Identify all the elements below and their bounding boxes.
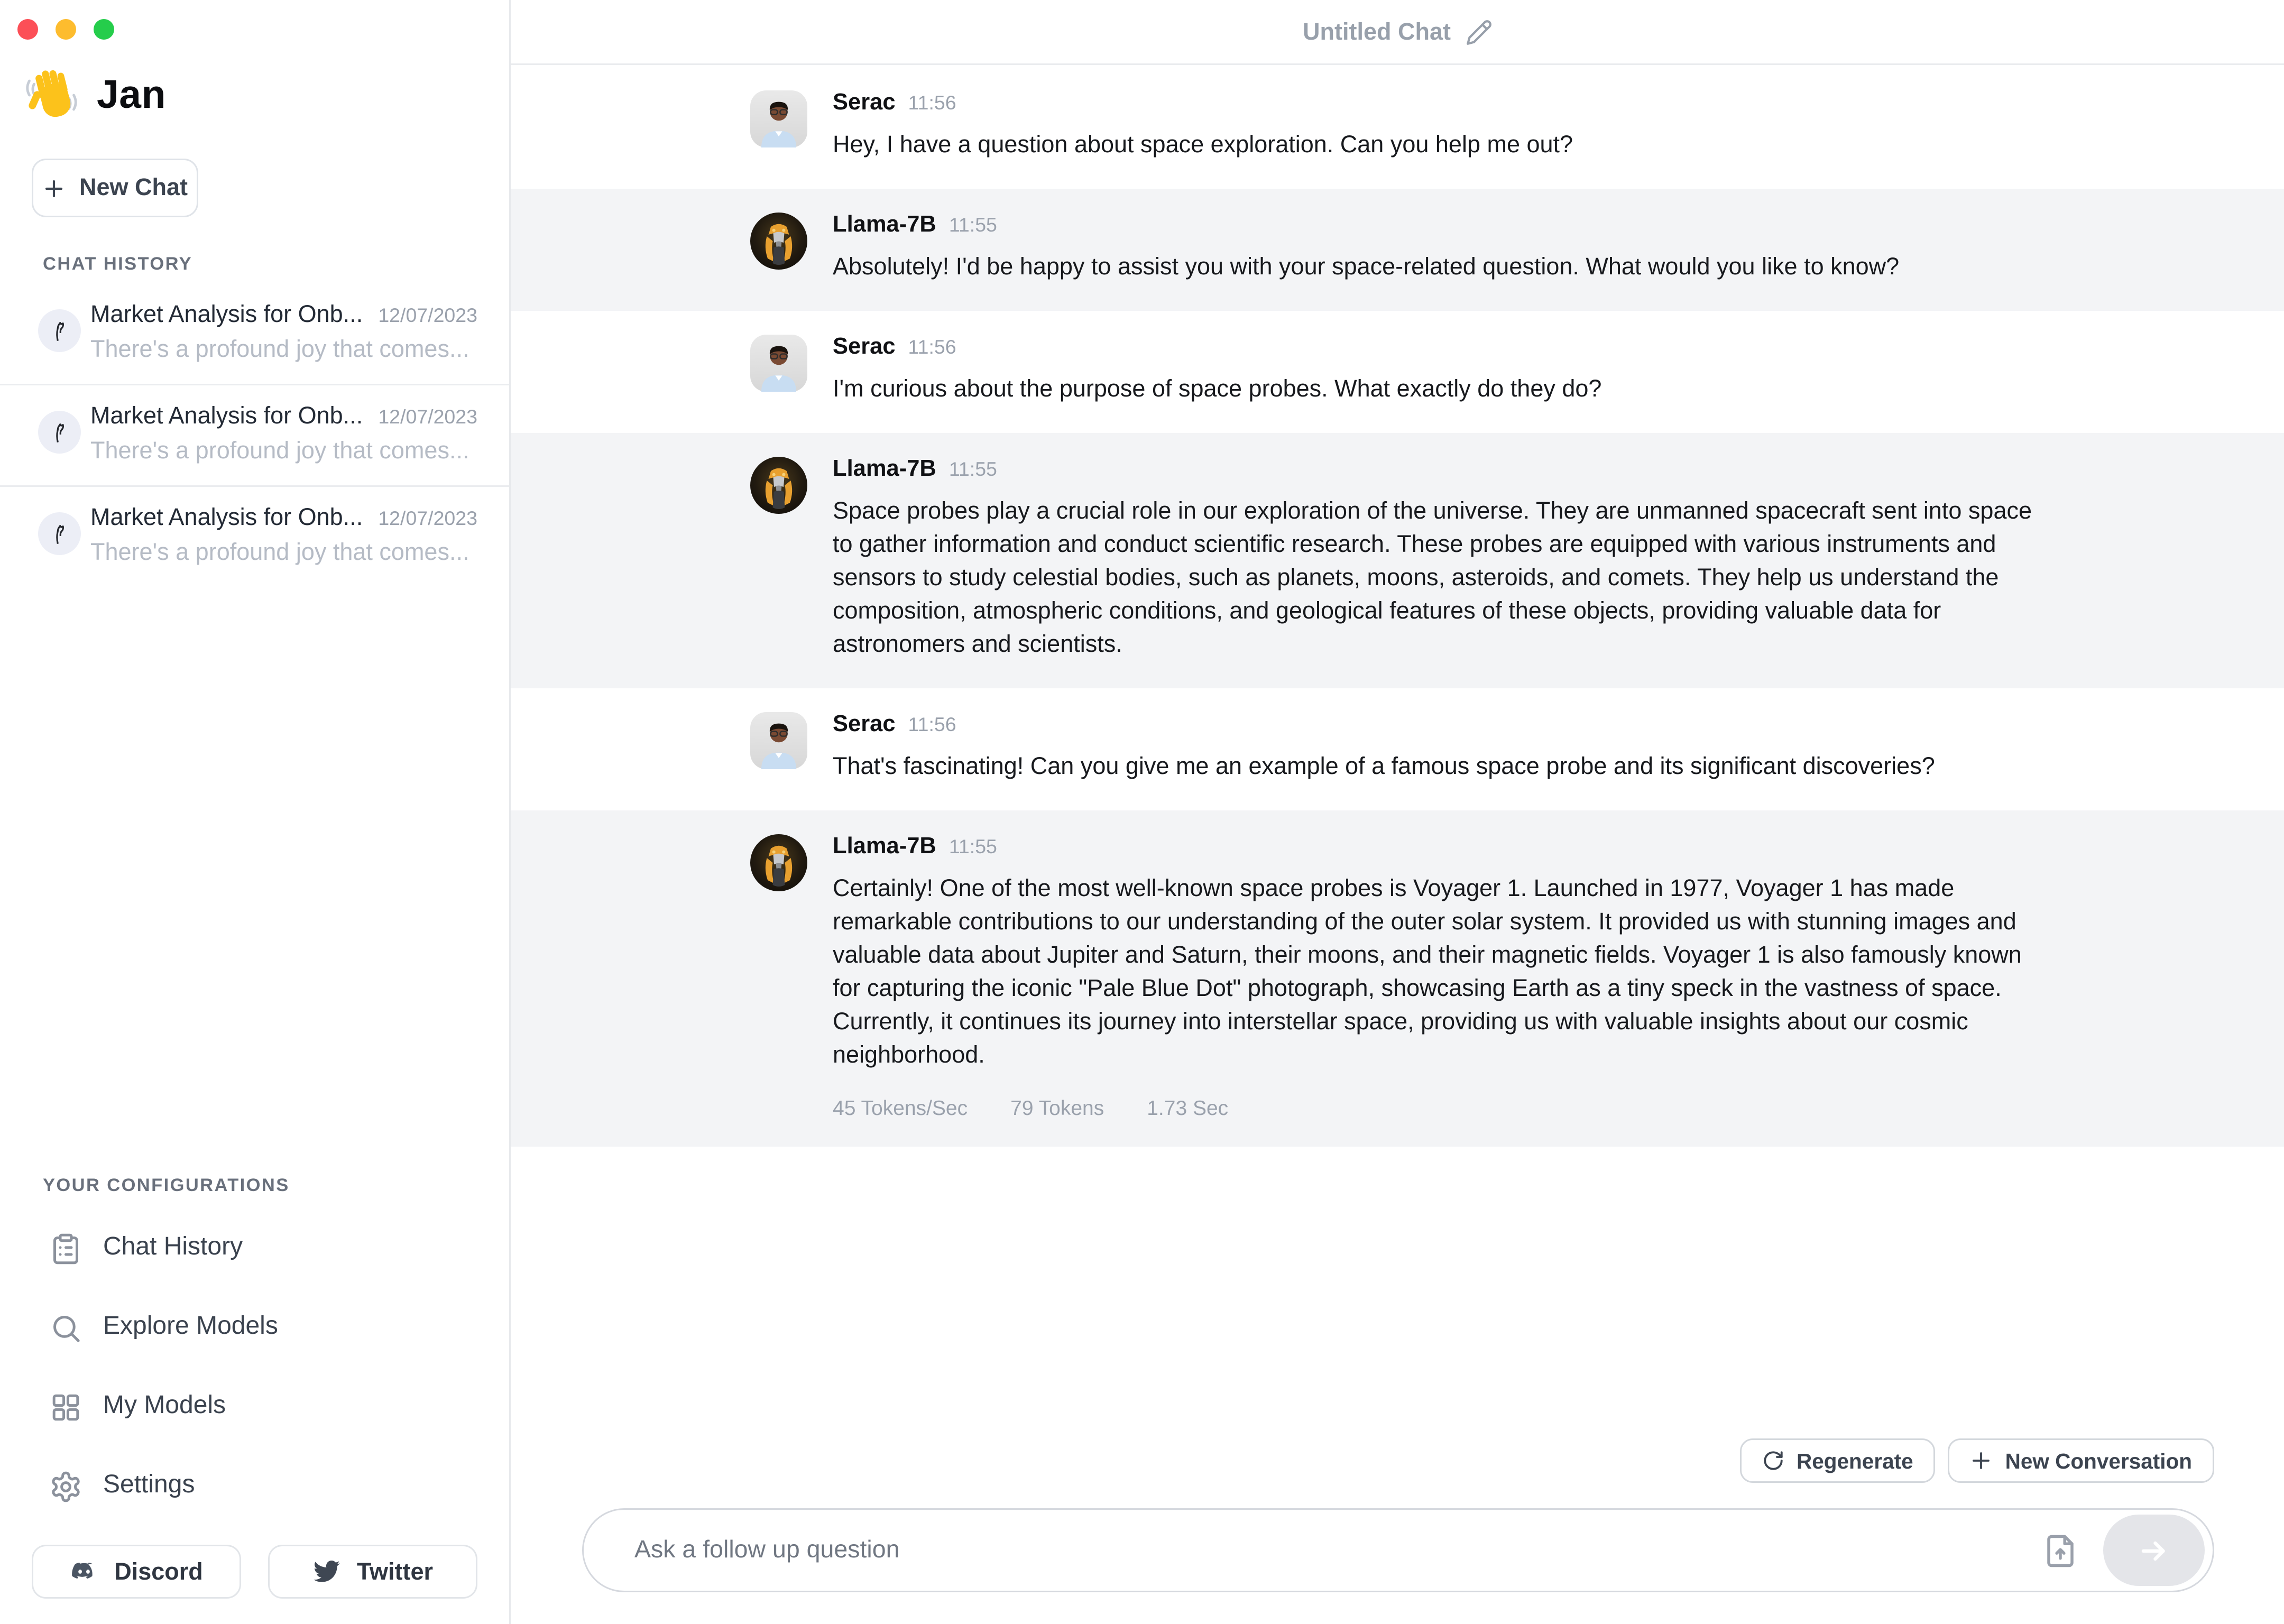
message-author: Llama-7B: [833, 213, 936, 238]
assistant-avatar: [750, 834, 807, 891]
chat-title: Untitled Chat: [1302, 18, 1451, 45]
assistant-avatar: [750, 457, 807, 514]
close-window-icon[interactable]: [17, 19, 38, 40]
minimize-window-icon[interactable]: [56, 19, 76, 40]
llama-thread-icon: [38, 309, 81, 352]
sidebar: [0, 0, 511, 1624]
tokens-per-sec: 45 Tokens/Sec: [833, 1096, 968, 1120]
sidebar-item-label: My Models: [103, 1392, 226, 1419]
chat-history-item[interactable]: [0, 487, 509, 587]
message-time: 11:55: [948, 214, 997, 236]
chat-history-item[interactable]: [0, 384, 509, 487]
message-text: That's fascinating! Can you give me an example of a famous space probe and its significant discoveries?: [833, 753, 1935, 780]
message-row: [511, 433, 2284, 688]
message-text: I'm curious about the purpose of space probes. What exactly do they do?: [833, 376, 1602, 403]
sidebar-item-explore-models[interactable]: [0, 1288, 509, 1367]
thread-preview: There's a profound joy that comes...: [90, 336, 469, 363]
thread-date: 12/07/2023: [378, 304, 477, 327]
message-author: Serac: [833, 712, 896, 737]
discord-label: Discord: [114, 1558, 203, 1585]
message-author: Serac: [833, 335, 896, 360]
user-avatar: [750, 335, 807, 392]
message-time: 11:56: [908, 336, 956, 358]
generation-time: 1.73 Sec: [1147, 1096, 1229, 1120]
llama-thread-icon: [38, 512, 81, 555]
message-row: [511, 688, 2284, 810]
clipboard-list-icon: [49, 1232, 82, 1265]
thread-date: 12/07/2023: [378, 406, 477, 428]
arrow-right-icon: [2138, 1535, 2170, 1566]
thread-title: Market Analysis for Onb...: [90, 504, 363, 531]
message-text: Absolutely! I'd be happy to assist you with your space-related question. What would you like to know?: [833, 254, 1900, 281]
chat-main: [511, 0, 2284, 1624]
file-upload-icon[interactable]: [2043, 1533, 2078, 1568]
thread-date: 12/07/2023: [378, 508, 477, 530]
grid-icon: [49, 1390, 82, 1424]
new-conversation-label: New Conversation: [2005, 1448, 2192, 1473]
message-text: Space probes play a crucial role in our exploration of the universe. They are unmanned spacecraft sent into space to gather information and conduct scientific research. These probes are equipped with various instruments and sensors to study celestial bodies, such as planets, moons, asteroids, and comets. They help us understand the composition, atmospheric conditions, and geological features of these objects, providing valuable data for astronomers and scientists.: [833, 498, 2032, 658]
message-text: Certainly! One of the most well-known space probes is Voyager 1. Launched in 1977, Voyager 1 has made remarkable contributions to our understanding of the outer solar system. It provided us with stunning images and valuable data about Jupiter and Saturn, their moons, and their magnetic fields. Voyager 1 is also famously known for capturing the iconic "Pale Blue Dot" photograph, showcasing Earth as a tiny speck in the vastness of space. Currently, it continues its journey into interstellar space, providing us with valuable insights about our cosmic neighborhood.: [833, 875, 2022, 1069]
thread-preview: There's a profound joy that comes...: [90, 438, 469, 465]
sidebar-item-settings[interactable]: [0, 1446, 509, 1526]
discord-button[interactable]: [32, 1545, 241, 1599]
message-row: [511, 311, 2284, 433]
message-time: 11:55: [948, 836, 997, 858]
sidebar-item-chat-history[interactable]: [0, 1208, 509, 1288]
sidebar-item-label: Chat History: [103, 1234, 243, 1261]
regenerate-label: Regenerate: [1797, 1448, 1913, 1473]
new-conversation-button[interactable]: [1948, 1438, 2214, 1483]
user-avatar: [750, 90, 807, 147]
plus-icon: [43, 177, 65, 199]
discord-icon: [70, 1557, 98, 1586]
thread-title: Market Analysis for Onb...: [90, 301, 363, 328]
message-row: [511, 810, 2284, 1147]
sidebar-item-my-models[interactable]: [0, 1367, 509, 1446]
chat-actions: [1739, 1438, 2214, 1483]
message-time: 11:55: [948, 458, 997, 481]
app-name: Jan: [97, 72, 167, 117]
maximize-window-icon[interactable]: [94, 19, 114, 40]
generation-stats: [833, 1096, 2038, 1120]
chat-history-heading: CHAT HISTORY: [43, 255, 193, 274]
sidebar-item-label: Settings: [103, 1472, 195, 1499]
gear-icon: [49, 1470, 82, 1503]
message-text: Hey, I have a question about space exploration. Can you help me out?: [833, 132, 1573, 159]
pencil-icon[interactable]: [1465, 19, 1492, 45]
message-author: Llama-7B: [833, 834, 936, 860]
regenerate-button[interactable]: [1739, 1438, 1936, 1483]
chat-history-item[interactable]: [0, 284, 509, 384]
user-avatar: [750, 712, 807, 769]
window-controls: [17, 19, 114, 40]
waving-hand-icon: [21, 63, 84, 127]
twitter-button[interactable]: [268, 1545, 477, 1599]
chat-header: [511, 0, 2284, 65]
social-buttons: [32, 1545, 477, 1599]
message-time: 11:56: [908, 714, 956, 736]
message-input[interactable]: [631, 1535, 2043, 1566]
thread-title: Market Analysis for Onb...: [90, 403, 363, 430]
assistant-avatar: [750, 213, 807, 270]
twitter-icon: [312, 1557, 341, 1586]
message-list: [511, 67, 2284, 1147]
message-author: Llama-7B: [833, 457, 936, 482]
twitter-label: Twitter: [356, 1558, 434, 1585]
new-chat-button[interactable]: [32, 159, 199, 217]
sidebar-bottom: [0, 1177, 509, 1624]
message-row: [511, 189, 2284, 311]
configurations-heading: YOUR CONFIGURATIONS: [43, 1177, 290, 1196]
new-chat-label: New Chat: [79, 174, 188, 201]
thread-preview: There's a profound joy that comes...: [90, 539, 469, 566]
plus-icon: [1970, 1450, 1993, 1472]
message-time: 11:56: [908, 92, 956, 114]
search-icon: [49, 1311, 82, 1344]
message-author: Serac: [833, 90, 896, 116]
composer: [582, 1508, 2214, 1592]
sidebar-item-label: Explore Models: [103, 1313, 278, 1340]
refresh-icon: [1762, 1450, 1784, 1472]
llama-thread-icon: [38, 411, 81, 454]
token-count: 79 Tokens: [1010, 1096, 1104, 1120]
send-button[interactable]: [2103, 1515, 2205, 1586]
message-row: [511, 67, 2284, 189]
